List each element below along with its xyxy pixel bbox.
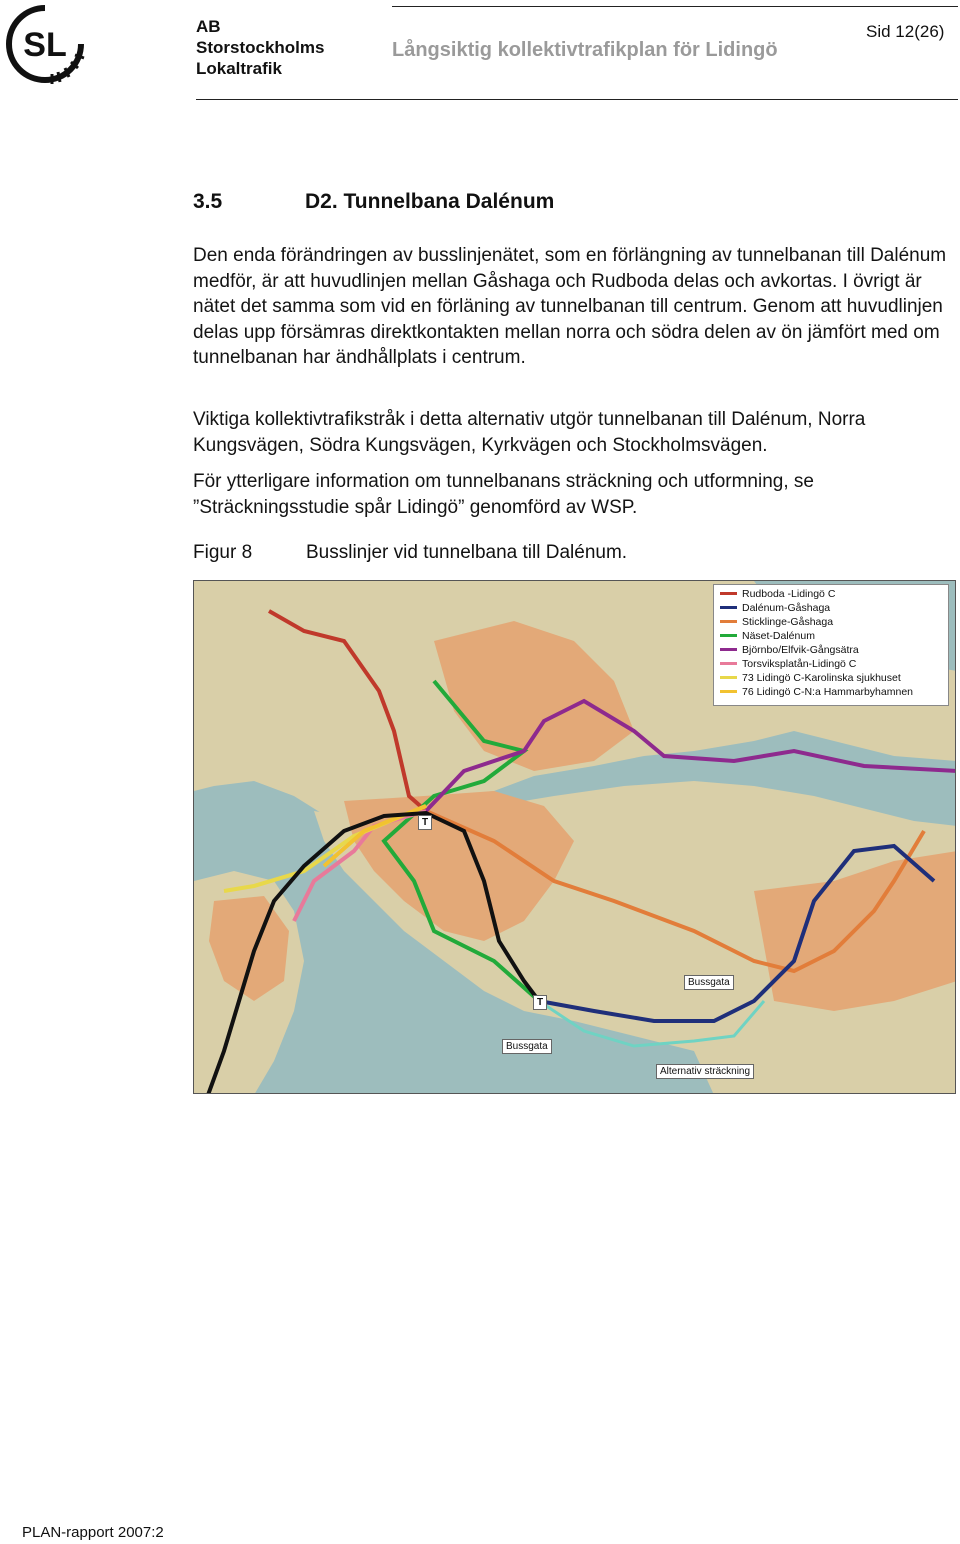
map-legend [713,584,949,706]
map-label-bussgata-west: Bussgata [502,1039,552,1054]
company-name [196,16,324,79]
legend-label: Rudboda -Lidingö C [742,588,836,600]
map-label-alternativ-strackning: Alternativ sträckning [656,1064,754,1079]
footer-report-id: PLAN-rapport 2007:2 [22,1524,164,1541]
legend-label: Dalénum-Gåshaga [742,602,831,614]
section-title: D2. Tunnelbana Dalénum [305,190,555,213]
page-number: Sid 12(26) [866,22,945,41]
legend-item [720,644,859,658]
company-line-3: Lokaltrafik [196,59,282,78]
legend-item [720,672,901,686]
legend-swatch [720,620,737,623]
legend-item [720,658,856,672]
legend-item [720,588,835,602]
legend-swatch [720,662,737,665]
header-rule-top [392,6,958,7]
legend-swatch [720,676,737,679]
legend-swatch [720,606,737,609]
map-label-bussgata-east: Bussgata [684,975,734,990]
paragraph-2: Viktiga kollektivtrafikstråk i detta alternativ utgör tunnelbanan till Dalénum, Norra Kungsvägen, Södra Kungsvägen, Kyrkvägen och Stockholmsvägen. [193,409,866,456]
company-line-1: AB [196,17,221,36]
figure-number: Figur 8 [193,542,253,563]
section-number: 3.5 [193,190,223,213]
legend-label: Björnbo/Elfvik-Gångsätra [742,644,859,656]
legend-label: Näset-Dalénum [742,630,815,642]
legend-item [720,602,830,616]
figure-caption [193,542,627,564]
legend-label: Torsviksplatån-Lidingö C [742,658,857,670]
metro-station-symbol: T [418,815,432,830]
legend-swatch [720,648,737,651]
section-heading [193,190,554,214]
legend-item [720,686,913,700]
legend-item [720,616,833,630]
legend-swatch [720,634,737,637]
legend-label: 76 Lidingö C-N:a Hammarbyhamnen [742,686,913,698]
legend-label: 73 Lidingö C-Karolinska sjukhuset [742,672,901,684]
paragraph-3: För ytterligare information om tunnelbanans sträckning och utformning, se ”Sträckningsstudie spår Lidingö” genomförd av WSP. [193,471,814,518]
legend-label: Sticklinge-Gåshaga [742,616,834,628]
logo-text: SL [23,26,67,64]
legend-item [720,630,815,644]
header-rule-bottom [196,99,958,100]
sl-logo [0,2,90,84]
legend-swatch [720,592,737,595]
figure-caption-text: Busslinjer vid tunnelbana till Dalénum. [306,542,628,563]
company-line-2: Storstockholms [196,38,325,57]
paragraph-1: Den enda förändringen av busslinjenätet, som en förlängning av tunnelbanan till Dalénum medför, är att huvudlinjen mellan Gåshaga och Rudboda delas och avkortas. I övrigt är nätet det samma som vid en förläning av tunnelbanan till centrum. Genom att huvudlinjen delas upp försämras direktkontakten mellan norra och södra delen av ön jämfört med om tunnelbanan har ändhållplats i centrum. [193,245,947,368]
metro-station-symbol-dalenum: T [533,995,547,1010]
legend-swatch [720,690,737,693]
document-title: Långsiktig kollektivtrafikplan för Lidingö [392,39,778,61]
